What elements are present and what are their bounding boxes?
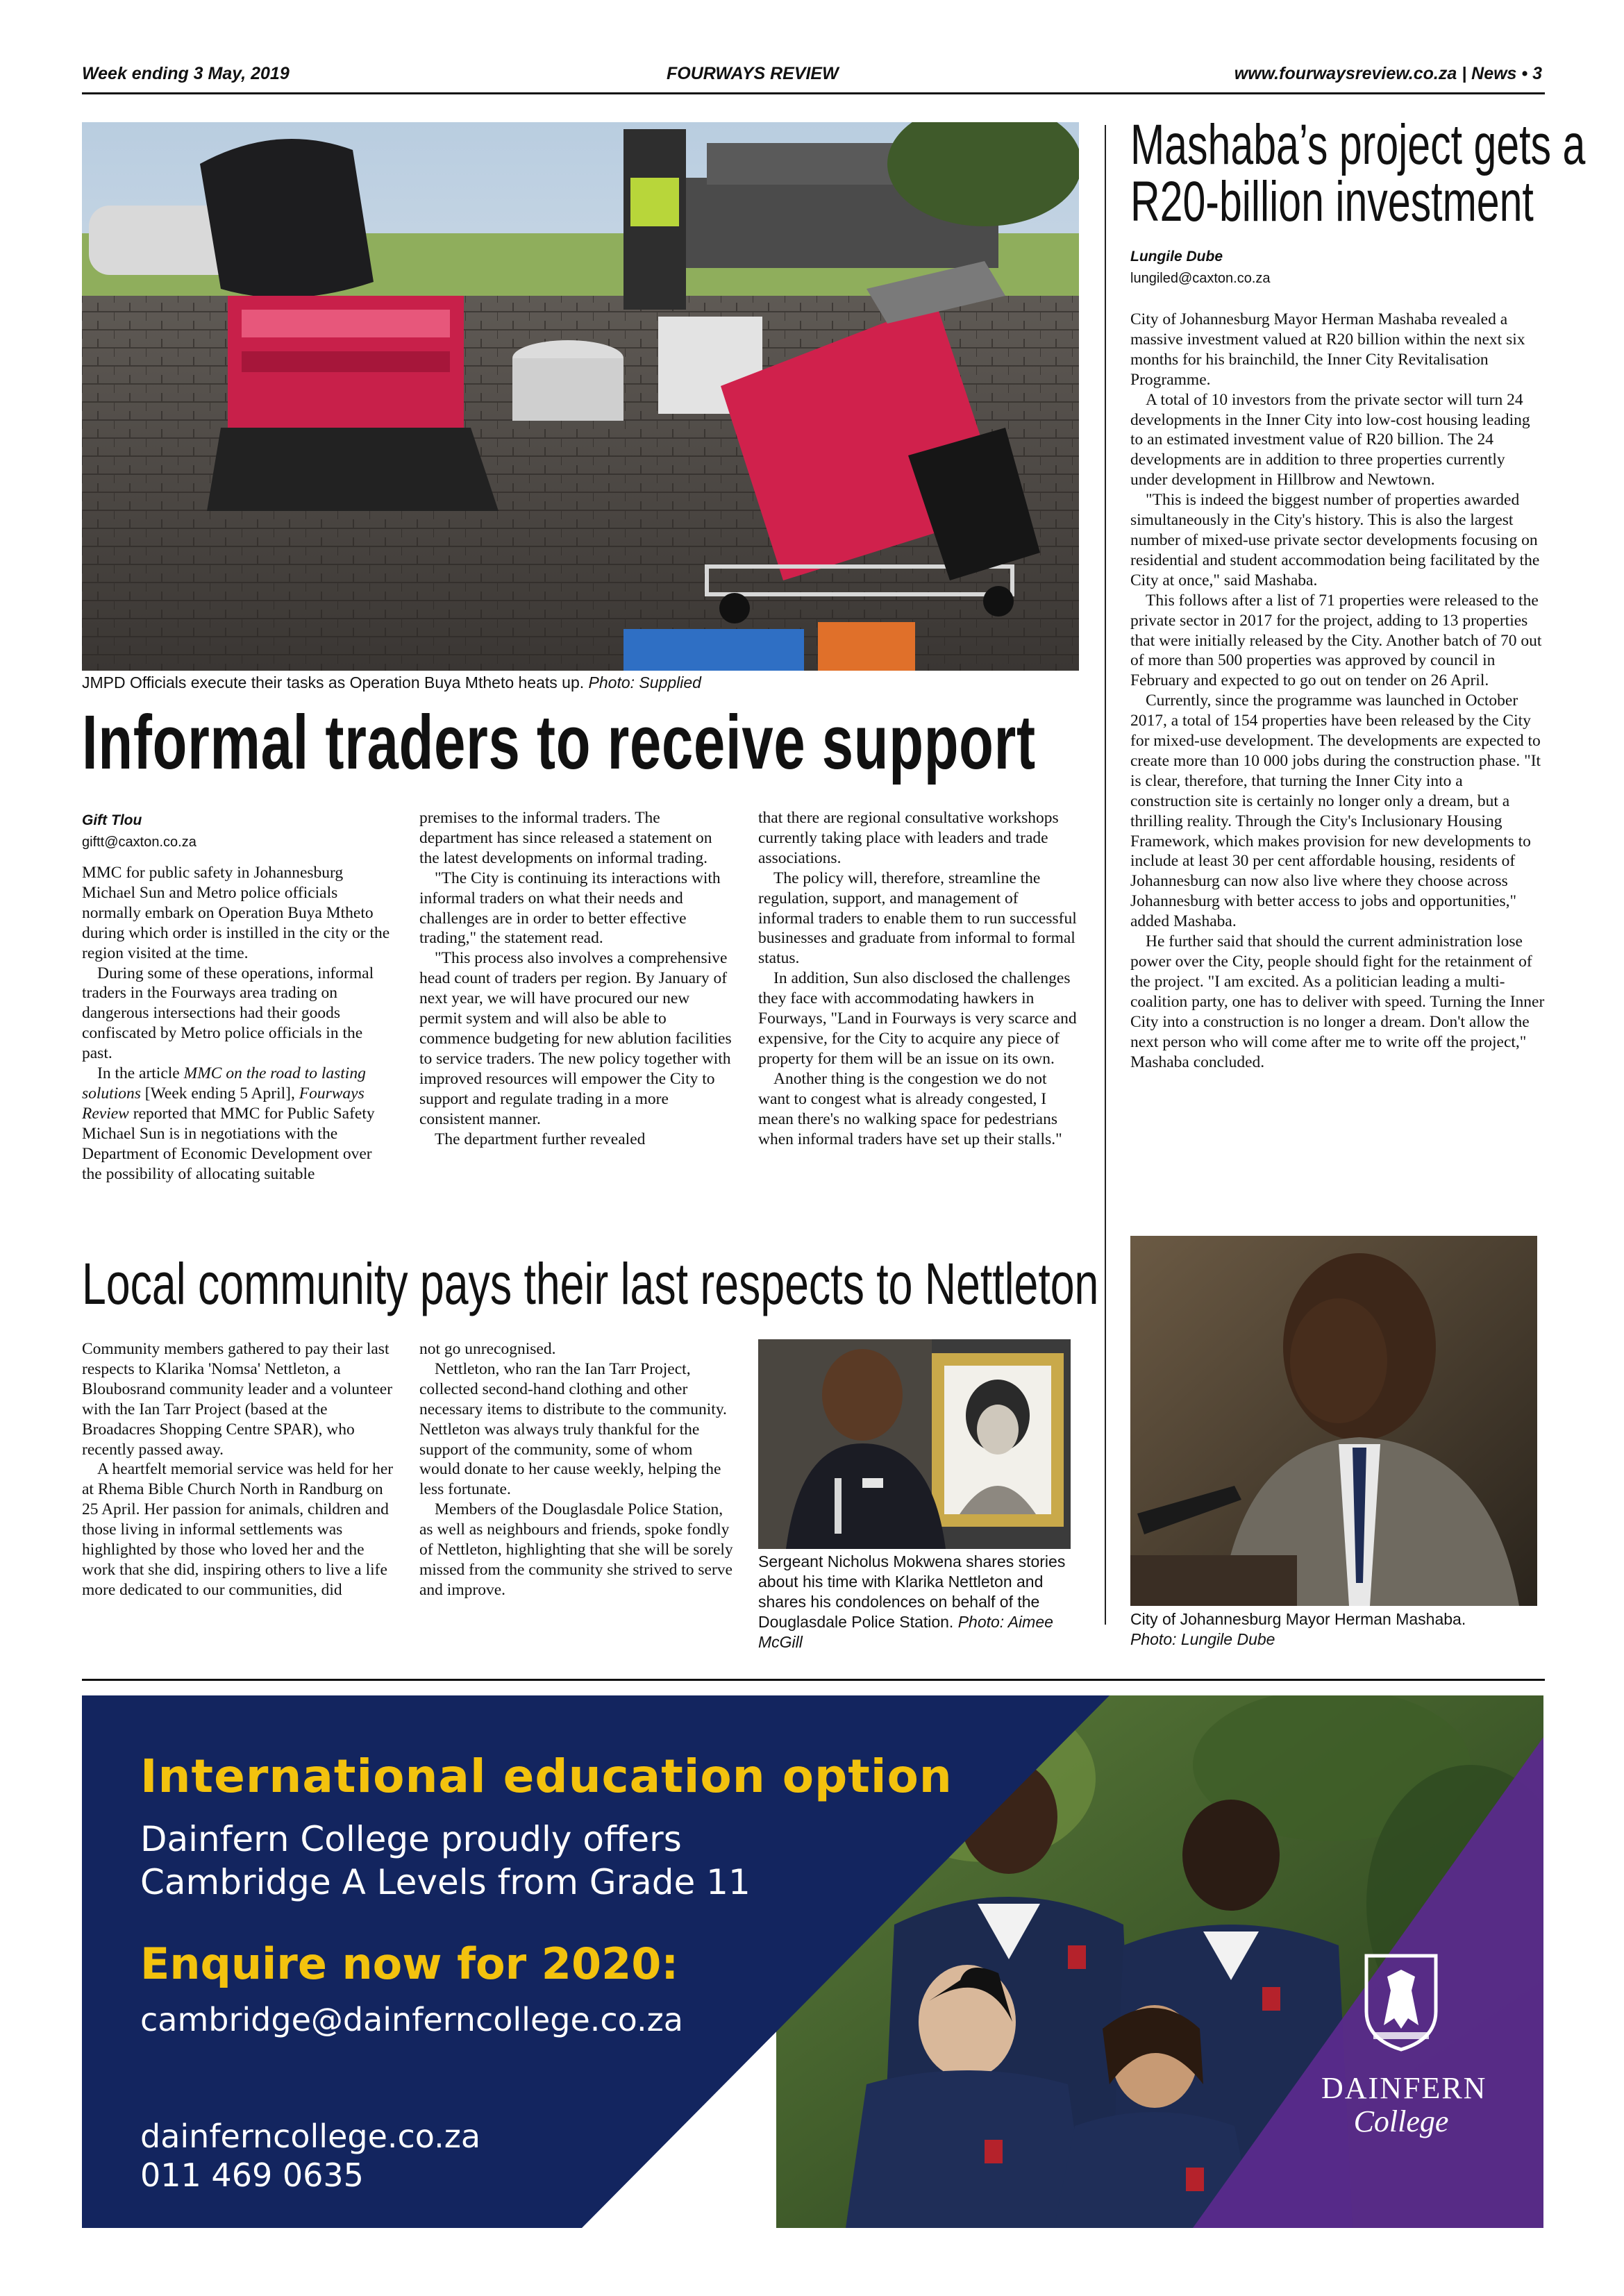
header-rule	[82, 92, 1545, 94]
text-run: [Week ending 5 April],	[144, 1084, 295, 1103]
photo-credit: Photo: Aimee McGill	[758, 1613, 1053, 1651]
caption-text: City of Johannesburg Mayor Herman Mashaba.	[1130, 1610, 1466, 1628]
site-and-section: www.fourwaysreview.co.za | News • 3	[1234, 64, 1542, 83]
caption-text: Sergeant Nicholus Mokwena shares stories about his time with Klarika Nettleton and shares his condolences on behalf of the Douglasdale Police Station.	[758, 1552, 1066, 1631]
story3-byline-block	[1130, 249, 1547, 287]
paragraph: A total of 10 investors from the private sector will turn 24 developments in the Inner City into low-cost housing leading to an estimated investment value of R20 billion. The 24 developments are in addition to three properties currently under development in Hillbrow and Newtown.	[1130, 390, 1530, 489]
ad-website-link[interactable]: dainferncollege.co.za	[140, 2118, 481, 2155]
dainfern-logo-name: DAINFERN	[1321, 2071, 1487, 2105]
issue-date: Week ending 3 May, 2019	[82, 64, 290, 83]
byline-email: lungiled@caxton.co.za	[1130, 271, 1271, 286]
ad-headline: International education option	[140, 1750, 953, 1803]
paragraph: Community members gathered to pay their last respects to Klarika 'Nomsa' Nettleton, a Bloubosrand community leader and a volunteer with the Ian Tarr Project (based at the Broadacres Shopping Centre SPAR), who recently passed away.	[82, 1340, 393, 1459]
paragraph: Nettleton, who ran the Ian Tarr Project, collected second-hand clothing and other necessary items to distribute to the community. Nettleton was always truly thankful for the support of the community, some of whom would donate to her cause weekly, helping the less fortunate.	[419, 1359, 727, 1499]
paragraph: "This is indeed the biggest number of properties awarded simultaneously in the City's history. This is also the largest number of mixed-use private sector developments focusing on residential and student accommodation being facilitated by the City at once," said Mashaba.	[1130, 491, 1540, 589]
text-run: In the article	[97, 1064, 180, 1083]
text-run: reported that MMC for Public Safety Michael Sun is in negotiations with the Department of Economic Development over the possibility of allocating suitable	[82, 1104, 375, 1183]
headline-line: Mashaba’s project gets a	[1130, 113, 1586, 176]
paragraph: The policy will, therefore, streamline the regulation, support, and management of informal traders to enable them to run successful businesses and graduate from informal to formal status.	[758, 869, 1077, 968]
paragraph	[82, 1064, 396, 1184]
paragraph: City of Johannesburg Mayor Herman Mashaba revealed a massive investment valued at R20 billion within the next six months for his brainchild, the Inner City Revitalisation Programme.	[1130, 310, 1525, 389]
caption-text: JMPD Officials execute their tasks as Operation Buya Mtheto heats up.	[82, 673, 585, 692]
paragraph: MMC for public safety in Johannesburg Michael Sun and Metro police officials normally embark on Operation Buya Mtheto during which order is instilled in the city or the region visited at the time.	[82, 864, 390, 962]
story1-column-1	[82, 812, 396, 1184]
byline: Lungile Dube	[1130, 249, 1223, 265]
trader-photo-caption	[82, 673, 1082, 693]
paragraph: In addition, Sun also disclosed the challenges they face with accommodating hawkers in Fourways, "Land in Fourways is very scarce and expensive, for the City to acquire any piece of property for them will be an issue on its own.	[758, 969, 1077, 1068]
paragraph: Another thing is the congestion we do not want to congest what is already congested, I mean there's no walking space for pedestrians when informal traders have set up their stalls."	[758, 1069, 1062, 1148]
column-rule	[1105, 125, 1106, 1625]
paragraph: Currently, since the programme was launched in October 2017, a total of 154 properties have been released by the City for mixed-use development. The developments are expected to create more than 10 000 jobs during the construction phase. "It is clear, therefore, that turning the Inner City into a construction site is certainly no longer only a dream, but a thrilling reality. Through the City's Inclusionary Housing Framework, which makes provision for new developments to include at least 30 per cent affordable housing, residents of Johannesburg can now also live where they choose across Johannesburg with better access to jobs and opportunities," added Mashaba.	[1130, 692, 1541, 931]
mayor-photo-caption	[1130, 1609, 1540, 1650]
paragraph: During some of these operations, informal traders in the Fourways area trading on dangerous intersections had their goods confiscated by Metro police officials in the past.	[82, 964, 374, 1063]
byline-email: giftt@caxton.co.za	[82, 835, 196, 850]
paragraph: This follows after a list of 71 properties were released to the private sector in 2017 for the project, adding to 13 properties that were initially released by the City. Another batch of 70 out of more than 500 properties was approved by council in February and expected to go out on tender on 26 April.	[1130, 591, 1542, 690]
story1-column-2	[419, 808, 733, 1149]
paragraph: that there are regional consultative workshops currently taking place with leaders and trade associations.	[758, 809, 1059, 867]
photo-credit: Photo: Supplied	[588, 673, 701, 692]
sergeant-photo-caption	[758, 1552, 1078, 1652]
mashaba-headline	[1130, 113, 1586, 233]
paragraph: The department further revealed	[435, 1130, 646, 1148]
paragraph: "The City is continuing its interactions with informal traders on what their needs and challenges are in order to better effective trading," the statement read.	[419, 869, 721, 948]
photo-credit: Photo: Lungile Dube	[1130, 1630, 1275, 1648]
paragraph: He further said that should the current administration lose power over the City, people should fight for the retainment of the project. "I am excited. As a politician leading a multi-coalition party, one has to deliver with speed. Turning the Inner City into a construction is no longer a dream. Don't allow the next person who will come after me to write off the project," Mashaba concluded.	[1130, 932, 1545, 1071]
paragraph: not go unrecognised.	[419, 1340, 556, 1358]
paragraph: A heartfelt memorial service was held for her at Rhema Bible Church North in Randburg on 25 April. Her passion for animals, children and those living in informal settlements was highlighted by those who loved her and the work that she did, inspiring others to live a life more dedicated to our communities, did	[82, 1460, 394, 1599]
publication-name: Fourways Review	[82, 1084, 365, 1123]
dainfern-crest-icon	[1359, 1949, 1443, 2053]
story2-column-1	[82, 1339, 396, 1600]
story1-col1-body	[82, 863, 396, 1184]
informal-traders-headline: Informal traders to receive support	[82, 700, 1036, 785]
story2-column-2	[419, 1339, 733, 1600]
ad-phone-number[interactable]: 011 469 0635	[140, 2156, 364, 2194]
headline-line: R20-billion investment	[1130, 170, 1534, 233]
paragraph: Members of the Douglasdale Police Station, as well as neighbours and friends, spoke fondly of Nettleton, highlighting that she will be sorely missed from the community she strived to serve and improve.	[419, 1500, 733, 1599]
trader-stall-photo	[82, 122, 1079, 671]
ad-line-1: Dainfern College proudly offers	[140, 1819, 682, 1859]
nettleton-headline: Local community pays their last respects to Nettleton	[82, 1251, 1099, 1316]
story3-body	[1130, 310, 1545, 1072]
paragraph: "This process also involves a comprehensive head count of traders per region. By January of next year, we will have procured our new permit system and will also be able to commence budgeting for new ablution facilities to service traders. The new policy together with improved resources will empower the City to support and regulate trading in a more consistent manner.	[419, 949, 732, 1128]
ad-email-link[interactable]: cambridge@dainferncollege.co.za	[140, 2001, 683, 2038]
article-reference: MMC on the road to lasting solutions	[82, 1064, 366, 1103]
ad-line-2: Cambridge A Levels from Grade 11	[140, 1862, 751, 1902]
ad-separator-rule	[82, 1679, 1545, 1681]
dainfern-college-advert[interactable]	[82, 1695, 1543, 2228]
mayor-mashaba-photo	[1130, 1236, 1537, 1606]
sergeant-photo	[758, 1339, 1071, 1549]
dainfern-logo-sub: College	[1353, 2104, 1449, 2138]
byline: Gift Tlou	[82, 812, 142, 828]
story1-column-3	[758, 808, 1078, 1149]
ad-enquire: Enquire now for 2020:	[140, 1938, 679, 1989]
masthead: FOURWAYS REVIEW	[667, 64, 839, 83]
paragraph: premises to the informal traders. The department has since released a statement on the latest developments on informal trading.	[419, 809, 712, 867]
